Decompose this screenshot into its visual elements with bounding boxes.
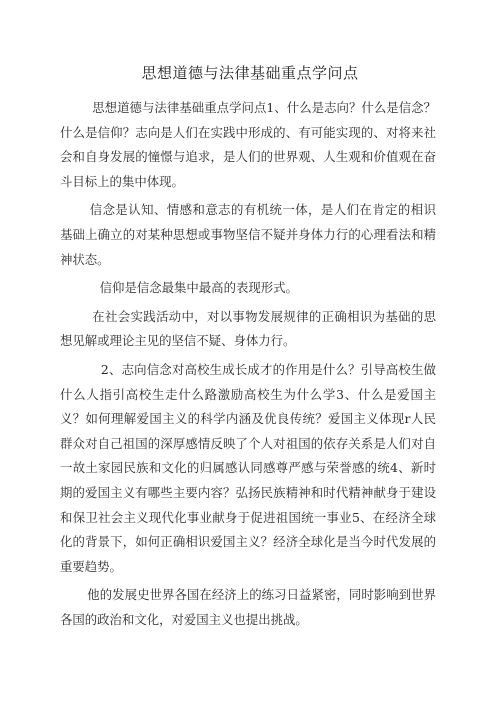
paragraph: 信仰是信念最集中最高的表现形式。 [99,280,298,296]
document-title: 思想道德与法律基础重点学问点 [141,64,359,82]
document-body [60,96,436,636]
paragraph: 2、志向信念对高校生成长成才的作用是什么？引导高校生做什么人指引高校生走什么路激励高校生为什么学3、什么是爱国主义？如何理解爱国主义的科学内涵及优良传统？爱国主义体现r人民群众对自己祖国的深厚感情反映了个人对祖国的依存关系是人们对自一故土家园民族和文化的归属感认同感尊严感与荣誉感的统4、新时期的爱国主义有哪些主要内容？弘扬民族精神和时代精神献身于建设和保卫社会主义现代化事业献身于促进祖国统一事业5、在经济全球化的背景下，如何正确相识爱国主义？经济全球化是当今时代发展的重要趋势。 [60,361,436,574]
paragraph: 在社会实践活动中，对以事物发展规律的正确相识为基础的思想见解或理论主见的坚信不疑、身体力行。 [60,308,436,349]
paragraph: 信念是认知、情感和意志的有机统一体，是人们在肯定的相识基础上确立的对某种思想或事物坚信不疑并身体力行的心理看法和精神状态。 [60,202,436,267]
paragraph: 思想道德与法律基础重点学问点1、什么是志向？什么是信念？什么是信仰？志向是人们在实践中形成的、有可能实现的、对将来社会和自身发展的憧憬与追求，是人们的世界观、人生观和价值观在奋斗目标上的集中体现。 [60,100,436,189]
paragraph: 他的发展史世界各国在经济上的练习日益紧密，同时影响到世界各国的政治和文化，对爱国主义也提出挑战。 [60,587,436,627]
